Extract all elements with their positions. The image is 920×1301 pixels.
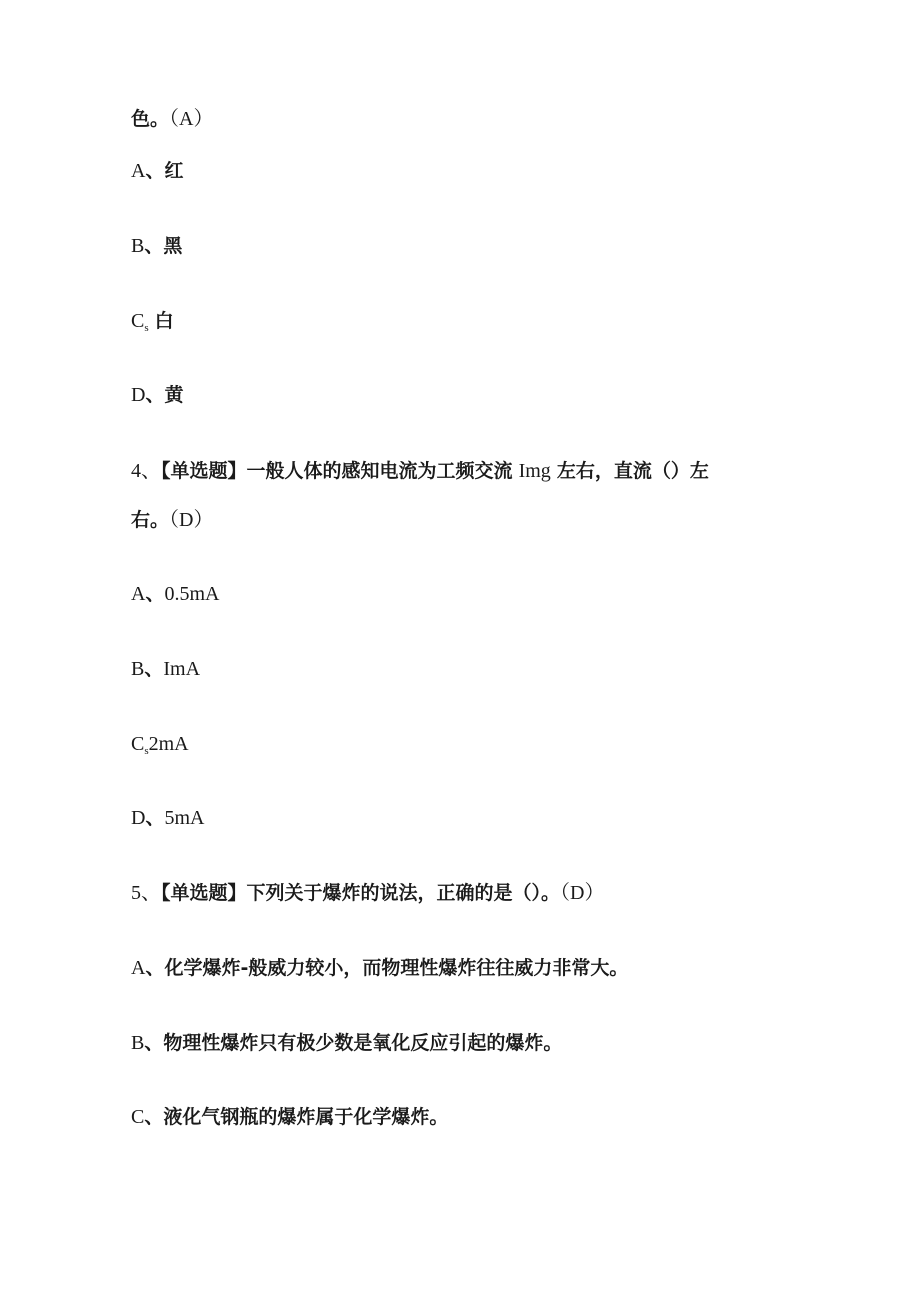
q4-stem-part1: 一般人体的感知电流为工频交流: [246, 460, 513, 482]
option-separator: 、: [144, 235, 164, 257]
q4-option-d: [131, 805, 204, 831]
question-number: 4、: [131, 460, 161, 482]
q5-answer: （D）: [560, 882, 605, 904]
q3-option-c: [131, 308, 174, 341]
option-letter: A: [131, 583, 146, 605]
option-letter: A: [131, 160, 146, 182]
option-separator: 、: [144, 658, 164, 680]
q3-option-b: [131, 233, 182, 259]
option-letter: D: [131, 384, 146, 406]
option-letter: B: [131, 658, 145, 680]
question-type-tag: 【单选题】: [161, 882, 247, 904]
question-type-tag: 【单选题】: [161, 460, 247, 482]
q4-option-c: [131, 731, 189, 764]
option-separator: 、: [145, 160, 165, 182]
q4-stem-unit: Img: [518, 460, 551, 482]
q4-stem-line2: [131, 507, 213, 533]
option-text: 黄: [164, 384, 184, 406]
q4-answer: （D）: [169, 509, 214, 531]
q3-tail-text: 色。: [131, 108, 170, 130]
option-letter: C: [131, 733, 145, 755]
option-separator: 、: [144, 1032, 164, 1054]
option-separator: s: [144, 745, 149, 757]
q5-option-a: [131, 955, 628, 981]
question-number: 5、: [131, 882, 161, 904]
option-text: 0.5mA: [164, 583, 220, 605]
option-separator: s: [144, 322, 149, 334]
option-separator: 、: [145, 384, 165, 406]
option-text: 物理性爆炸只有极少数是氧化反应引起的爆炸。: [163, 1032, 563, 1054]
option-letter: B: [131, 235, 145, 257]
option-text: 红: [164, 160, 184, 182]
q5-option-c: [131, 1104, 448, 1130]
q4-stem-line1: [131, 458, 709, 484]
option-letter: C: [131, 1106, 145, 1128]
q3-option-d: [131, 382, 183, 408]
q3-answer: （A）: [169, 108, 214, 130]
option-text: 黑: [163, 235, 183, 257]
q3-option-a: [131, 158, 183, 184]
option-text: ImA: [163, 658, 201, 680]
option-separator: 、: [145, 807, 165, 829]
q4-option-b: [131, 656, 200, 682]
option-letter: C: [131, 310, 145, 332]
option-separator: 、: [144, 1106, 164, 1128]
q5-stem: [131, 880, 604, 906]
option-letter: A: [131, 957, 146, 979]
q5-option-b: [131, 1030, 562, 1056]
option-separator: 、: [145, 957, 165, 979]
option-letter: D: [131, 807, 146, 829]
option-letter: B: [131, 1032, 145, 1054]
option-text: 化学爆炸-般威力较小，而物理性爆炸往往威力非常大。: [164, 957, 629, 979]
option-text: 白: [154, 310, 174, 332]
q5-stem-text: 下列关于爆炸的说法，正确的是（）。: [246, 882, 561, 904]
option-separator: 、: [145, 583, 165, 605]
q4-stem-part2: 左右，直流（）左: [556, 460, 709, 482]
q4-option-a: [131, 581, 219, 607]
option-text: 2mA: [148, 733, 189, 755]
option-text: 液化气钢瓶的爆炸属于化学爆炸。: [163, 1106, 449, 1128]
q4-stem-line2-text: 右。: [131, 509, 170, 531]
q3-tail-line: [131, 106, 213, 132]
option-text: 5mA: [164, 807, 205, 829]
